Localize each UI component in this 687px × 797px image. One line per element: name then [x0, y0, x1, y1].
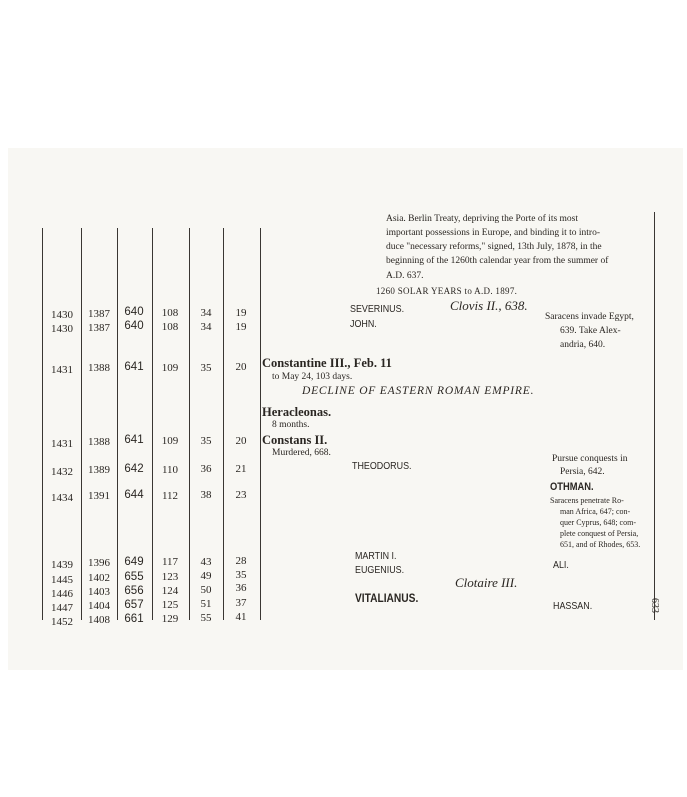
cell-c6: 35: [235, 569, 247, 581]
cell-c2: 1387: [88, 308, 110, 320]
cell-c4: 109: [161, 435, 179, 447]
cell-c4: 112: [161, 490, 179, 502]
cell-c6: 19: [235, 307, 247, 319]
column-rule-2: [81, 228, 82, 620]
cell-c1: 1447: [51, 602, 73, 614]
pope-john: JOHN.: [350, 318, 377, 330]
cell-c1: 1445: [51, 574, 73, 586]
heracleonas-reign: 8 months.: [272, 420, 310, 430]
cell-c2: 1387: [88, 322, 110, 334]
cell-c3: 661: [124, 613, 144, 625]
cell-c6: 36: [235, 582, 247, 594]
constantine-label: Constantine III., Feb. 11: [262, 356, 392, 370]
cell-c1: 1439: [51, 559, 73, 571]
cell-c5: 34: [200, 321, 212, 333]
cell-c2: 1403: [88, 586, 110, 598]
cell-c3: 641: [124, 434, 144, 446]
cell-c4: 117: [161, 556, 179, 568]
column-rule-7: [260, 228, 261, 620]
cell-c2: 1408: [88, 614, 110, 626]
cell-c3: 642: [124, 463, 144, 475]
cell-c3: 640: [124, 320, 144, 332]
cell-c4: 129: [161, 613, 179, 625]
pope-vitalianus: VITALIANUS.: [355, 591, 419, 605]
pope-theodorus: THEODORUS.: [352, 460, 412, 472]
cell-c3: 655: [124, 571, 144, 583]
cell-c6: 23: [235, 489, 247, 501]
saracens-africa-line-1: Saracens penetrate Ro-: [550, 496, 624, 505]
treaty-line-4: beginning of the 1260th calendar year from the summer of: [386, 256, 609, 266]
cell-c2: 1388: [88, 436, 110, 448]
cell-c5: 43: [200, 556, 212, 568]
cell-c4: 125: [161, 599, 179, 611]
cell-c3: 649: [124, 556, 144, 568]
cell-c4: 108: [161, 307, 179, 319]
cell-c5: 34: [200, 307, 212, 319]
caliph-hassan: HASSAN.: [553, 600, 593, 612]
saracens-egypt-line-1: Saracens invade Egypt,: [545, 312, 634, 322]
column-rule-6: [223, 228, 224, 620]
constans-label: Constans II.: [262, 433, 328, 447]
treaty-line-3: duce "necessary reforms," signed, 13th July, 1878, in the: [386, 242, 602, 252]
cell-c2: 1391: [88, 490, 110, 502]
cell-c5: 35: [200, 362, 212, 374]
column-rule-4: [152, 228, 153, 620]
cell-c5: 36: [200, 463, 212, 475]
cell-c2: 1388: [88, 362, 110, 374]
pope-severinus: SEVERINUS.: [350, 303, 405, 315]
cell-c5: 49: [200, 570, 212, 582]
saracens-africa-line-4: plete conquest of Persia,: [560, 529, 639, 538]
cell-c1: 1431: [51, 438, 73, 450]
cell-c1: 1430: [51, 323, 73, 335]
cell-c1: 1446: [51, 588, 73, 600]
treaty-line-5: A.D. 637.: [386, 271, 424, 281]
cell-c1: 1430: [51, 309, 73, 321]
page-number: 633: [649, 598, 660, 613]
treaty-line-1: Asia. Berlin Treaty, depriving the Porte of its most: [386, 214, 579, 224]
column-rule-5: [189, 228, 190, 620]
saracens-egypt-line-3: andria, 640.: [560, 340, 606, 350]
cell-c1: 1434: [51, 492, 73, 504]
cell-c2: 1389: [88, 464, 110, 476]
saracens-africa-line-3: quer Cyprus, 648; com-: [560, 518, 636, 527]
persia-line-1: Pursue conquests in: [552, 454, 628, 464]
cell-c3: 644: [124, 489, 144, 501]
cell-c4: 109: [161, 362, 179, 374]
cell-c5: 35: [200, 435, 212, 447]
saracens-africa-line-5: 651, and of Rhodes, 653.: [560, 540, 641, 549]
cell-c2: 1404: [88, 600, 110, 612]
clotaire-label: Clotaire III.: [455, 575, 518, 590]
constantine-reign: to May 24, 103 days.: [272, 372, 353, 382]
solar-years-note: 1260 SOLAR YEARS to A.D. 1897.: [376, 286, 518, 296]
cell-c5: 38: [200, 489, 212, 501]
cell-c4: 108: [161, 321, 179, 333]
cell-c5: 51: [200, 598, 212, 610]
cell-c3: 656: [124, 585, 144, 597]
cell-c6: 37: [235, 597, 247, 609]
cell-c2: 1396: [88, 557, 110, 569]
cell-c6: 28: [235, 555, 247, 567]
cell-c3: 657: [124, 599, 144, 611]
clovis-label: Clovis II., 638.: [450, 298, 528, 313]
pope-martin: MARTIN I.: [355, 550, 397, 562]
caliph-othman: OTHMAN.: [550, 481, 594, 493]
cell-c6: 21: [235, 463, 247, 475]
cell-c5: 50: [200, 584, 212, 596]
cell-c5: 55: [200, 612, 212, 624]
decline-heading: DECLINE OF EASTERN ROMAN EMPIRE.: [302, 385, 535, 397]
treaty-line-2: important possessions in Europe, and binding it to intro-: [386, 228, 600, 238]
right-margin-rule: [654, 212, 655, 620]
heracleonas-label: Heracleonas.: [262, 405, 332, 419]
persia-line-2: Persia, 642.: [560, 467, 605, 477]
cell-c6: 20: [235, 435, 247, 447]
column-rule-1: [42, 228, 43, 620]
saracens-africa-line-2: man Africa, 647; con-: [560, 507, 631, 516]
cell-c6: 20: [235, 361, 247, 373]
pope-eugenius: EUGENIUS.: [355, 564, 405, 576]
saracens-egypt-line-2: 639. Take Alex-: [560, 326, 621, 336]
cell-c4: 124: [161, 585, 179, 597]
cell-c6: 41: [235, 611, 247, 623]
cell-c1: 1452: [51, 616, 73, 628]
cell-c3: 640: [124, 306, 144, 318]
cell-c2: 1402: [88, 572, 110, 584]
caliph-ali: ALI.: [553, 559, 569, 571]
cell-c3: 641: [124, 361, 144, 373]
cell-c4: 123: [161, 571, 179, 583]
cell-c1: 1432: [51, 466, 73, 478]
column-rule-3: [117, 228, 118, 620]
cell-c4: 110: [161, 464, 179, 476]
constans-note: Murdered, 668.: [272, 448, 331, 458]
cell-c6: 19: [235, 321, 247, 333]
cell-c1: 1431: [51, 364, 73, 376]
